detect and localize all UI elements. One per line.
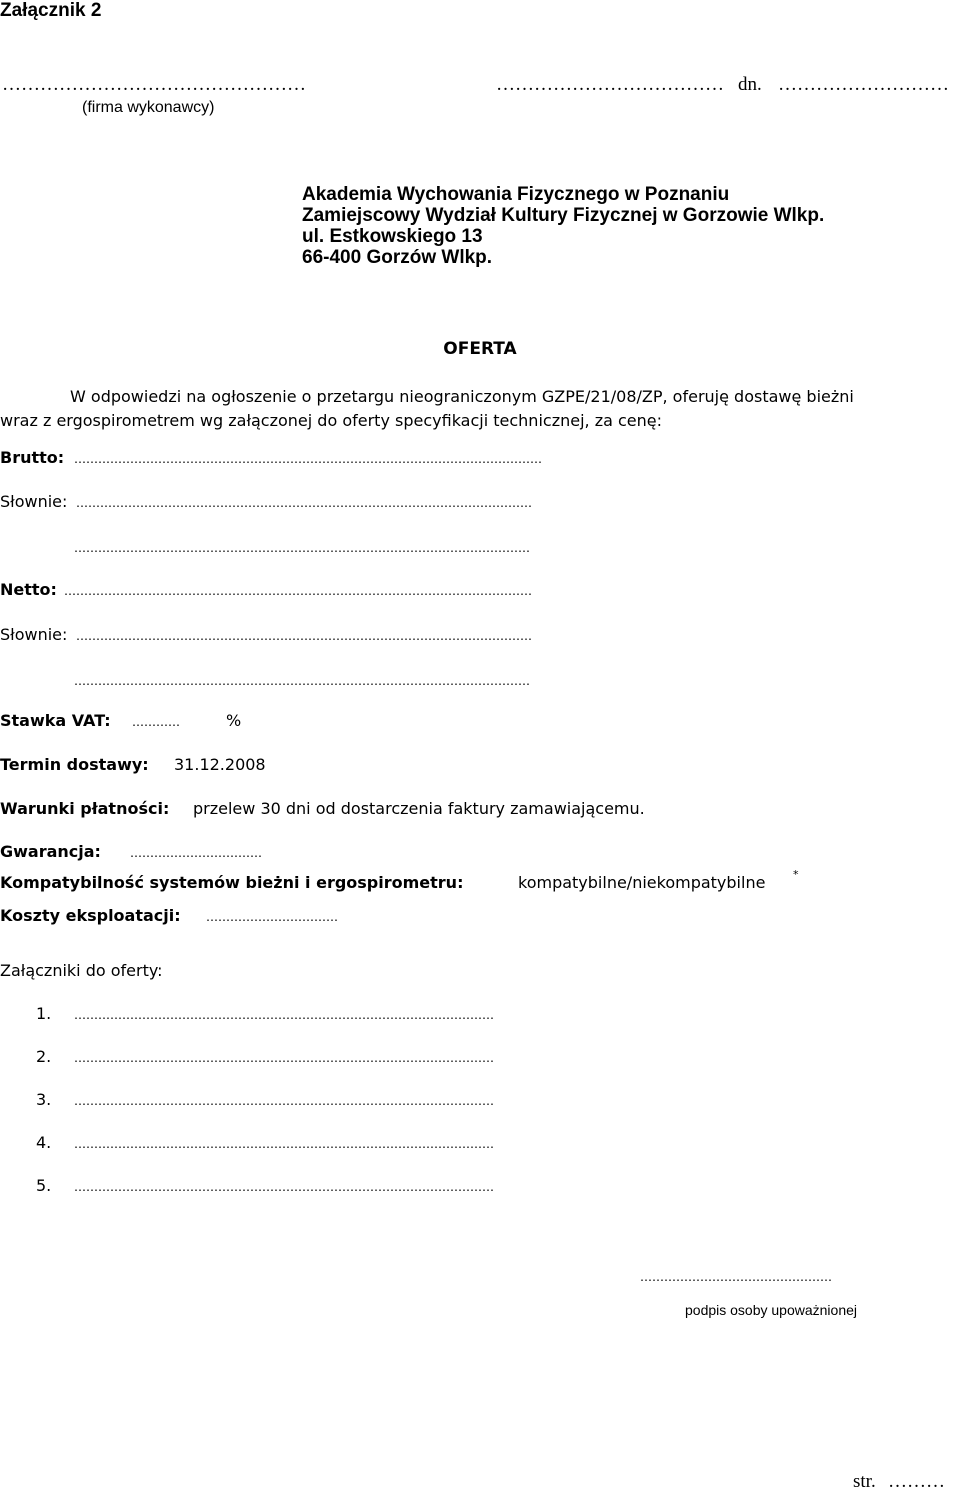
date-dots: ……………………… [778, 74, 949, 95]
brutto-label: Brutto: [0, 448, 65, 467]
attachment-title: Załącznik 2 [0, 0, 102, 21]
addressee-line1: Akademia Wychowania Fizycznego w Poznaniu [302, 184, 730, 205]
compatibility-value: kompatybilne/niekompatybilne [518, 873, 766, 892]
page-number-label: str. [853, 1471, 876, 1492]
attachment-number: 2. [36, 1047, 52, 1066]
attachment-number: 4. [36, 1133, 52, 1152]
addressee-line4: 66-400 Gorzów Wlkp. [302, 247, 493, 268]
attachment-number: 3. [36, 1090, 52, 1109]
brutto-dots: ……………………………………………………………………………………………………… [74, 452, 542, 466]
attachment-number: 5. [36, 1176, 52, 1195]
slownie-label: Słownie: [0, 625, 68, 644]
slownie-label: Słownie: [0, 492, 68, 511]
slownie-dots-continued: …………………………………………………………………………………………………… [74, 541, 530, 555]
signature-dots: ………………………………………… [640, 1270, 832, 1284]
addressee-line2: Zamiejscowy Wydział Kultury Fizycznej w Gorzowie Wlkp. [302, 205, 825, 226]
slownie-dots: …………………………………………………………………………………………………… [76, 629, 532, 643]
vat-unit: % [226, 711, 242, 730]
offer-title: OFERTA [443, 339, 517, 359]
offer-intro-line2: wraz z ergospirometrem wg załączonej do oferty specyfikacji technicznej, za cenę: [0, 411, 662, 430]
addressee-line3: ul. Estkowskiego 13 [302, 226, 483, 247]
company-dots: ………………………………………… [2, 74, 306, 95]
attachment-dots: …………………………………………………………………………………………… [74, 1008, 494, 1022]
operating-costs-label: Koszty eksploatacji: [0, 906, 181, 925]
netto-dots: ……………………………………………………………………………………………………… [64, 584, 532, 598]
date-dn: dn. [738, 74, 762, 95]
vat-dots: ………… [132, 715, 180, 729]
delivery-term-value: 31.12.2008 [174, 755, 266, 774]
warranty-label: Gwarancja: [0, 842, 101, 861]
payment-terms-label: Warunki płatności: [0, 799, 170, 818]
operating-costs-dots: …………………………… [206, 910, 338, 924]
slownie-dots: …………………………………………………………………………………………………… [76, 496, 532, 510]
attachment-dots: …………………………………………………………………………………………… [74, 1094, 494, 1108]
slownie-dots-continued: …………………………………………………………………………………………………… [74, 674, 530, 688]
signature-label: podpis osoby upoważnionej [685, 1302, 858, 1318]
attachment-dots: …………………………………………………………………………………………… [74, 1180, 494, 1194]
offer-intro-line1: W odpowiedzi na ogłoszenie o przetargu nieograniczonym GZPE/21/08/ZP, oferuję dostawę bieżni [70, 387, 854, 406]
attachment-dots: …………………………………………………………………………………………… [74, 1051, 494, 1065]
attachment-number: 1. [36, 1004, 52, 1023]
company-label: (firma wykonawcy) [82, 99, 215, 116]
warranty-dots: …………………………… [130, 846, 262, 860]
netto-label: Netto: [0, 580, 57, 599]
date-place-dots: ……………………………… [496, 74, 724, 95]
vat-label: Stawka VAT: [0, 711, 111, 730]
compatibility-label: Kompatybilność systemów bieżni i ergospirometru: [0, 873, 464, 892]
footnote-marker: * [793, 868, 799, 881]
delivery-term-label: Termin dostawy: [0, 755, 149, 774]
payment-terms-value: przelew 30 dni od dostarczenia faktury zamawiającemu. [193, 799, 645, 818]
page-number-dots: ……… [888, 1471, 945, 1492]
attachments-label: Załączniki do oferty: [0, 961, 163, 980]
attachment-dots: …………………………………………………………………………………………… [74, 1137, 494, 1151]
